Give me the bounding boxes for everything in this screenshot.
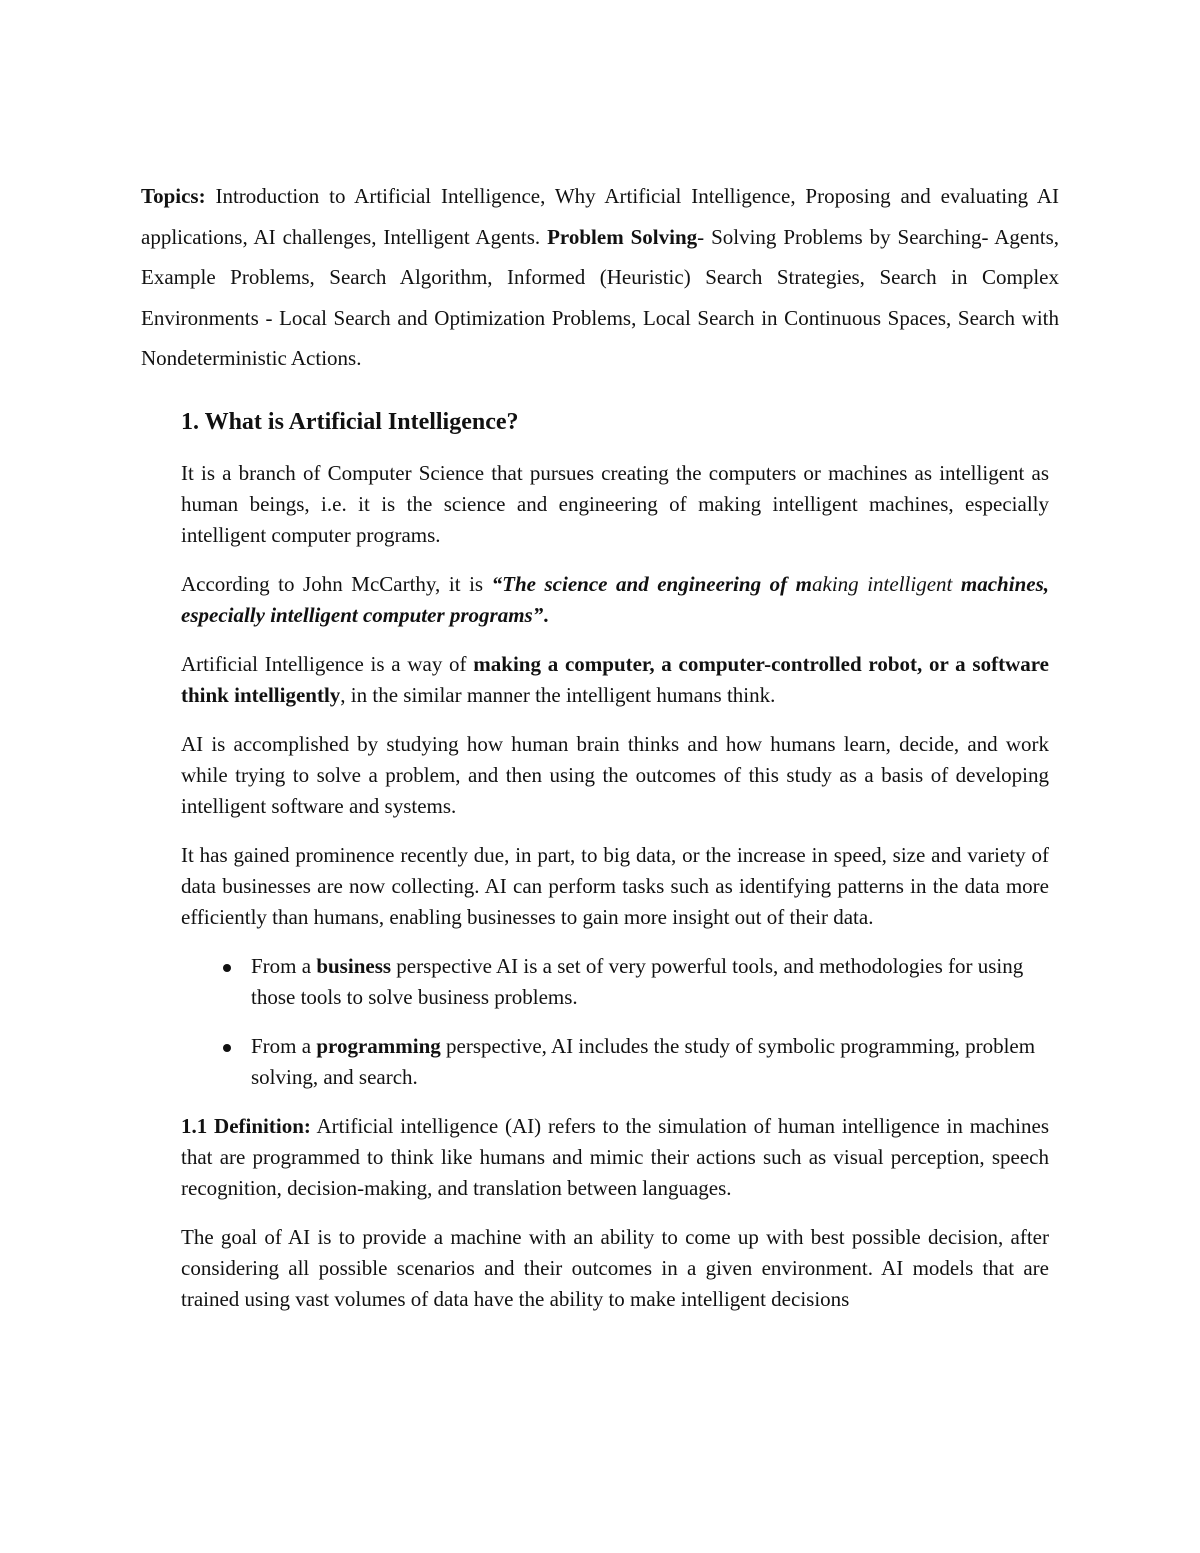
perspective-bullet-list xyxy=(181,951,1049,1093)
topics-label: Topics: xyxy=(141,184,206,208)
topics-paragraph xyxy=(141,176,1059,379)
mccarthy-quote-end: . xyxy=(543,603,549,627)
paragraph-prominence: It has gained prominence recently due, in part, to big data, or the increase in speed, size and variety of data businesses are now collecting. AI can perform tasks such as identifying patterns in the data more efficiently than humans, enabling businesses to gain more insight out of their data. xyxy=(181,843,1049,929)
bullet-business xyxy=(181,951,1049,1013)
mccarthy-quote-part-2: aking intelligent xyxy=(812,572,953,596)
mccarthy-intro: According to John McCarthy, it is xyxy=(181,572,492,596)
definition-label: 1.1 Definition: xyxy=(181,1114,311,1138)
section-what-is-ai xyxy=(181,402,1049,1333)
mccarthy-quote-part-1: “The science and engineering of m xyxy=(491,572,812,596)
paragraph-definition xyxy=(181,1111,1049,1204)
paragraph-branch-of-cs: It is a branch of Computer Science that pursues creating the computers or machines as intelligent as human beings, i.e. it is the science and engineering of making intelligent machines, especially intelligent computer programs. xyxy=(181,461,1049,547)
way-of-bold: making a computer, a computer-controlled robot, or a software think intelligently xyxy=(181,652,1049,707)
bullet-programming-post: perspective, AI includes the study of symbolic programming, problem solving, and search. xyxy=(251,1034,1036,1089)
bullet-programming-pre: From a xyxy=(251,1034,317,1058)
bullet-business-bold: business xyxy=(316,954,392,978)
topics-text-1: Introduction to Artificial Intelligence, Why Artificial Intelligence, Proposing and evaluating AI applications, AI challenges, Intelligent Agents. xyxy=(141,184,1059,249)
topics-text-2: - Solving Problems by Searching- Agents, Example Problems, Search Algorithm, Informed (Heuristic) Search Strategies, Search in Complex Environments - Local Search and Optimization Problems, Local Search in Continuous Spaces, Search with Nondeterministic Actions. xyxy=(141,224,1059,370)
bullet-dot-icon xyxy=(223,1044,231,1052)
definition-text: Artificial intelligence (AI) refers to the simulation of human intelligence in machines that are programmed to think like humans and mimic their actions such as visual perception, speech recognition, decision-making, and translation between languages. xyxy=(181,1114,1049,1200)
bullet-programming xyxy=(181,1031,1049,1093)
section-heading: 1. What is Artificial Intelligence? xyxy=(181,409,519,435)
way-of-intro: Artificial Intelligence is a way of xyxy=(181,652,474,676)
paragraph-accomplished: AI is accomplished by studying how human brain thinks and how humans learn, decide, and work while trying to solve a problem, and then using the outcomes of this study as a basis of developing intelligent software and systems. xyxy=(181,732,1049,818)
topics-problem-solving: Problem Solving xyxy=(547,224,698,249)
bullet-business-pre: From a xyxy=(251,954,317,978)
mccarthy-quote-part-3: machines, especially intelligent computer programs” xyxy=(181,572,1049,627)
bullet-programming-bold: programming xyxy=(316,1034,441,1058)
paragraph-goal-of-ai: The goal of AI is to provide a machine with an ability to come up with best possible decision, after considering all possible scenarios and their outcomes in a given environment. AI models that are trained using vast volumes of data have the ability to make intelligent decisions xyxy=(181,1225,1049,1311)
way-of-post: , in the similar manner the intelligent humans think. xyxy=(340,683,776,707)
paragraph-mccarthy-quote xyxy=(181,569,1049,631)
bullet-dot-icon xyxy=(223,964,231,972)
bullet-business-post: perspective AI is a set of very powerful tools, and methodologies for using those tools to solve business problems. xyxy=(251,954,1024,1009)
paragraph-way-of-making xyxy=(181,649,1049,711)
